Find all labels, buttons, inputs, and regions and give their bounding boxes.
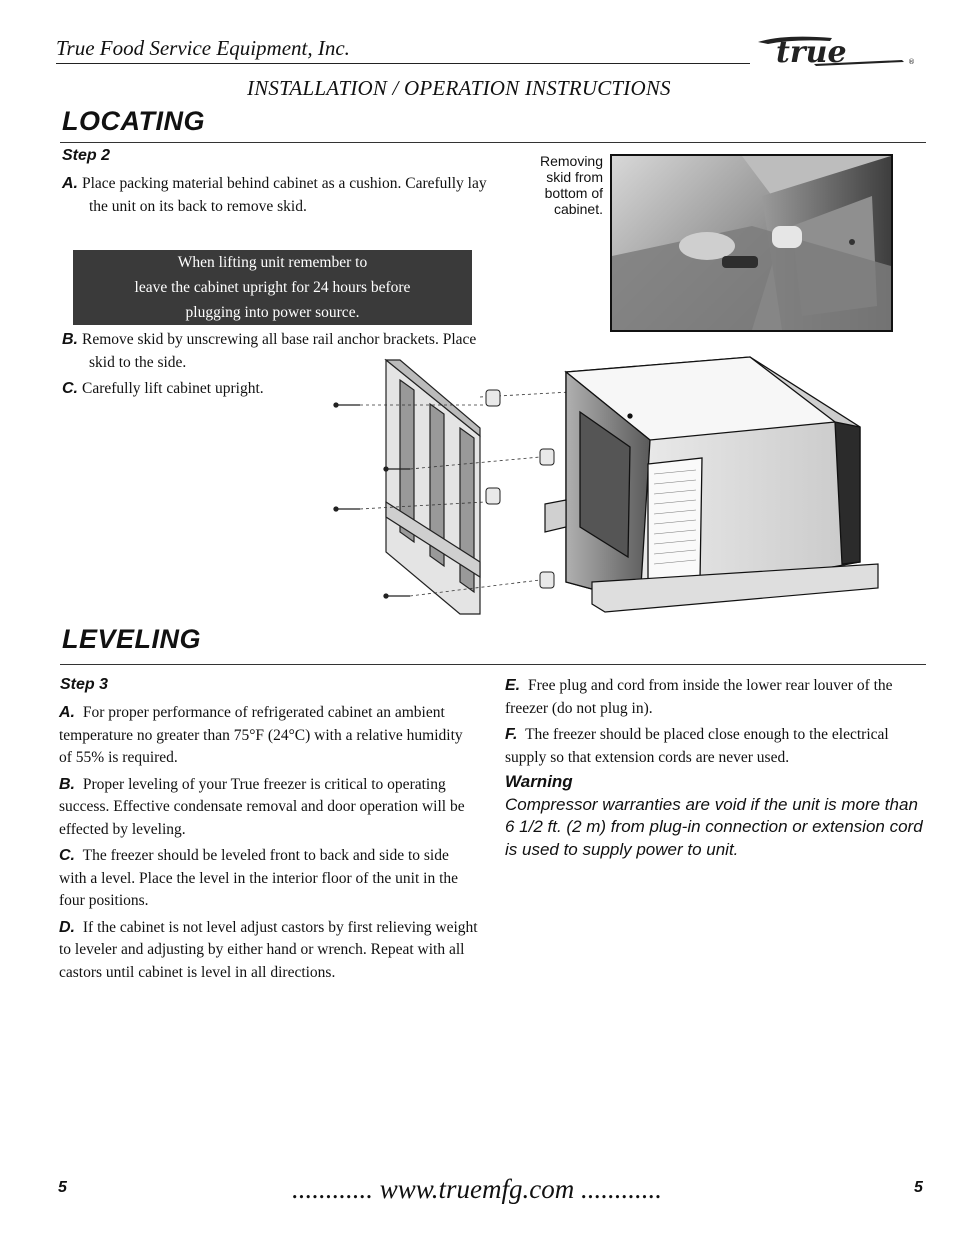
skid-removal-illustration (612, 156, 891, 330)
warning-text: Compressor warranties are void if the unit is more than 6 1/2 ft. (2 m) from plug-in connection or extension cord is used to supply power to unit. (505, 794, 923, 859)
item-letter: C. (62, 380, 78, 397)
skid-removal-photo (610, 154, 893, 332)
leveling-rule (60, 664, 926, 665)
item-text: The freezer should be placed close enough to the electrical supply so that extension cords are never used. (505, 726, 889, 766)
leveling-title: LEVELING (62, 624, 202, 654)
leveling-item-d (59, 917, 479, 985)
item-text: Free plug and cord from inside the lower rear louver of the freezer (do not plug in). (505, 677, 893, 717)
true-logo (754, 30, 914, 70)
leveling-item-a (59, 702, 479, 770)
spacer-blocks (486, 390, 554, 588)
caption-line: Removing (539, 153, 603, 169)
logo-text: true (776, 35, 847, 70)
leveling-item-c (59, 845, 479, 913)
notice-line: When lifting unit remember to (177, 254, 368, 271)
item-text: Carefully lift cabinet upright. (82, 380, 264, 397)
logo-registered-mark: ® (908, 58, 915, 66)
lifting-notice (73, 250, 472, 325)
item-letter: A. (62, 175, 78, 192)
company-name: True Food Service Equipment, Inc. (56, 36, 350, 60)
item-letter: C. (59, 847, 75, 864)
item-letter: F. (505, 726, 518, 743)
item-text: The freezer should be leveled front to back and side to side with a level. Place the level in the interior floor of the unit in the four positions. (59, 847, 459, 909)
notice-line: plugging into power source. (185, 304, 360, 321)
item-letter: A. (59, 704, 75, 721)
caption-line: bottom of (544, 185, 603, 201)
item-letter: E. (505, 677, 521, 694)
photo-caption (520, 153, 603, 217)
skid-frame (386, 360, 480, 614)
warning-title: Warning (505, 772, 573, 791)
item-text: For proper performance of refrigerated cabinet an ambient temperature no greater than 75°F (24°C) with a relative humidity of 55% is required. (59, 704, 463, 766)
footer-url: ............ www.truemfg.com ............ (292, 1174, 662, 1204)
document-subtitle: INSTALLATION / OPERATION INSTRUCTIONS (247, 76, 671, 100)
freezer-cabinet (566, 357, 860, 602)
item-letter: D. (59, 918, 75, 936)
caption-line: skid from (546, 169, 603, 185)
leveling-item-e (505, 675, 927, 720)
item-letter: B. (62, 331, 78, 348)
locating-step-label: Step 2 (62, 147, 111, 164)
leveling-item-b (59, 774, 479, 842)
leveling-left-column (59, 702, 479, 988)
page-number-right: 5 (914, 1179, 923, 1196)
locating-item-a (62, 173, 509, 218)
item-text: Place packing material behind cabinet as a cushion. Carefully lay the unit on its back to remove skid. (82, 175, 487, 215)
item-text: If the cabinet is not level adjust castors by first relieving weight to leveler and adjusting by either hand or wrench. Repeat with all castors until cabinet is level in all directions. (59, 918, 478, 981)
header-rule (56, 63, 750, 64)
page-number-left: 5 (58, 1179, 67, 1196)
locating-title: LOCATING (62, 106, 205, 136)
locating-rule (60, 142, 926, 143)
item-text: Proper leveling of your True freezer is critical to operating success. Effective condensate removal and door operation will be effected by leveling. (59, 775, 465, 838)
leveling-right-column (505, 675, 927, 861)
item-letter: B. (59, 775, 75, 793)
leveling-item-f (505, 724, 927, 769)
skid-removal-diagram (330, 352, 890, 618)
notice-line: leave the cabinet upright for 24 hours before (134, 279, 411, 296)
item-text: Remove skid by unscrewing all base rail anchor brackets. Place skid to the side. (82, 331, 477, 371)
leveling-step-label: Step 3 (60, 676, 109, 693)
caption-line: cabinet. (553, 201, 603, 217)
